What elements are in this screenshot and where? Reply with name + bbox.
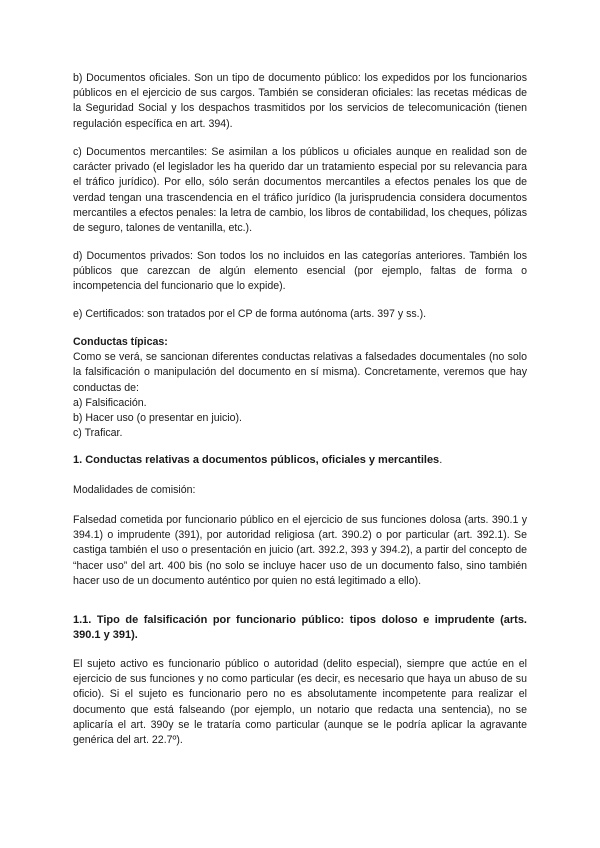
conduct-item-hacer-uso: b) Hacer uso (o presentar en juicio).	[73, 412, 242, 425]
paragraph-falsedad: Falsedad cometida por funcionario público en el ejercicio de sus funciones dolosa (arts. 390.1 y 394.1) o imprudente (391), por autoridad religiosa (art. 390.2) o por particular (art. 392.1). Se castiga también el uso o presentación en juicio (art. 392.2, 393 y 394.2), a partir del concepto de “hacer uso” del art. 400 bis (no solo se incluye hacer uso de un documento falso, sino también hacer uso de un documento auténtico por quien no está legitimado a ello).	[73, 514, 527, 587]
modalidades-label: Modalidades de comisión:	[73, 484, 196, 496]
section-heading-1-dot: .	[439, 454, 443, 466]
paragraph-documentos-oficiales: b) Documentos oficiales. Son un tipo de documento público: los expedidos por los funcionarios públicos en el ejercicio de sus cargos. También se consideran oficiales: las recetas médicas de la Seguridad Social y los despachos trasmitidos por los servicios de telecomunicación (tienen regulación específica en art. 394).	[73, 72, 527, 130]
conductas-tipicas-heading: Conductas típicas:	[73, 336, 168, 348]
paragraph-documentos-mercantiles: c) Documentos mercantiles: Se asimilan a los públicos u oficiales aunque en realidad son de carácter privado (el legislador les ha querido dar un tratamiento especial por su relevancia para el tráfico jurídico). Por ello, sólo serán documentos mercantiles a efectos penales los que de verdad tengan una trascendencia en el tráfico jurídico (la jurisprudencia considera documentos mercantiles a efectos penales: la letra de cambio, los libros de contabilidad, los cheques, pólizas de seguro, talones de ventanilla, etc.).	[73, 146, 527, 235]
paragraph-documentos-privados: d) Documentos privados: Son todos los no incluidos en las categorías anteriores. También los públicos que carezcan de algún elemento esencial (por ejemplo, faltas de forma o incompetencia del funcionario que lo expide).	[73, 250, 527, 293]
section-heading-1-1: 1.1. Tipo de falsificación por funcionario público: tipos doloso e imprudente (arts. 390.1 y 391).	[73, 614, 527, 642]
paragraph-certificados: e) Certificados: son tratados por el CP de forma autónoma (arts. 397 y ss.).	[73, 308, 427, 320]
section-heading-1	[73, 453, 527, 468]
conduct-item-traficar: c) Traficar.	[73, 427, 123, 440]
conductas-tipicas-intro: Como se verá, se sancionan diferentes conductas relativas a falsedades documentales (no solo la falsificación o manipulación del documento en sí misma). Concretamente, veremos que hay conductas de:	[73, 351, 527, 394]
conductas-tipicas-section	[73, 335, 527, 441]
paragraph-sujeto-activo: El sujeto activo es funcionario público o autoridad (delito especial), siempre que actúe en el ejercicio de sus funciones y no como particular (es decir, es necesario que haya un abuso de su oficio). Si el sujeto es funcionario pero no es absolutamente incompetente para realizar el documento que está falseando (por ejemplo, un notario que redacta una sentencia), no se aplicaría el art. 390y se le trataría como particular (aunque se le podría aplicar la agravante genérica del art. 22.7º).	[73, 658, 527, 747]
conduct-item-falsificacion: a) Falsificación.	[73, 396, 147, 409]
section-heading-1-text: 1. Conductas relativas a documentos públicos, oficiales y mercantiles	[73, 454, 440, 466]
